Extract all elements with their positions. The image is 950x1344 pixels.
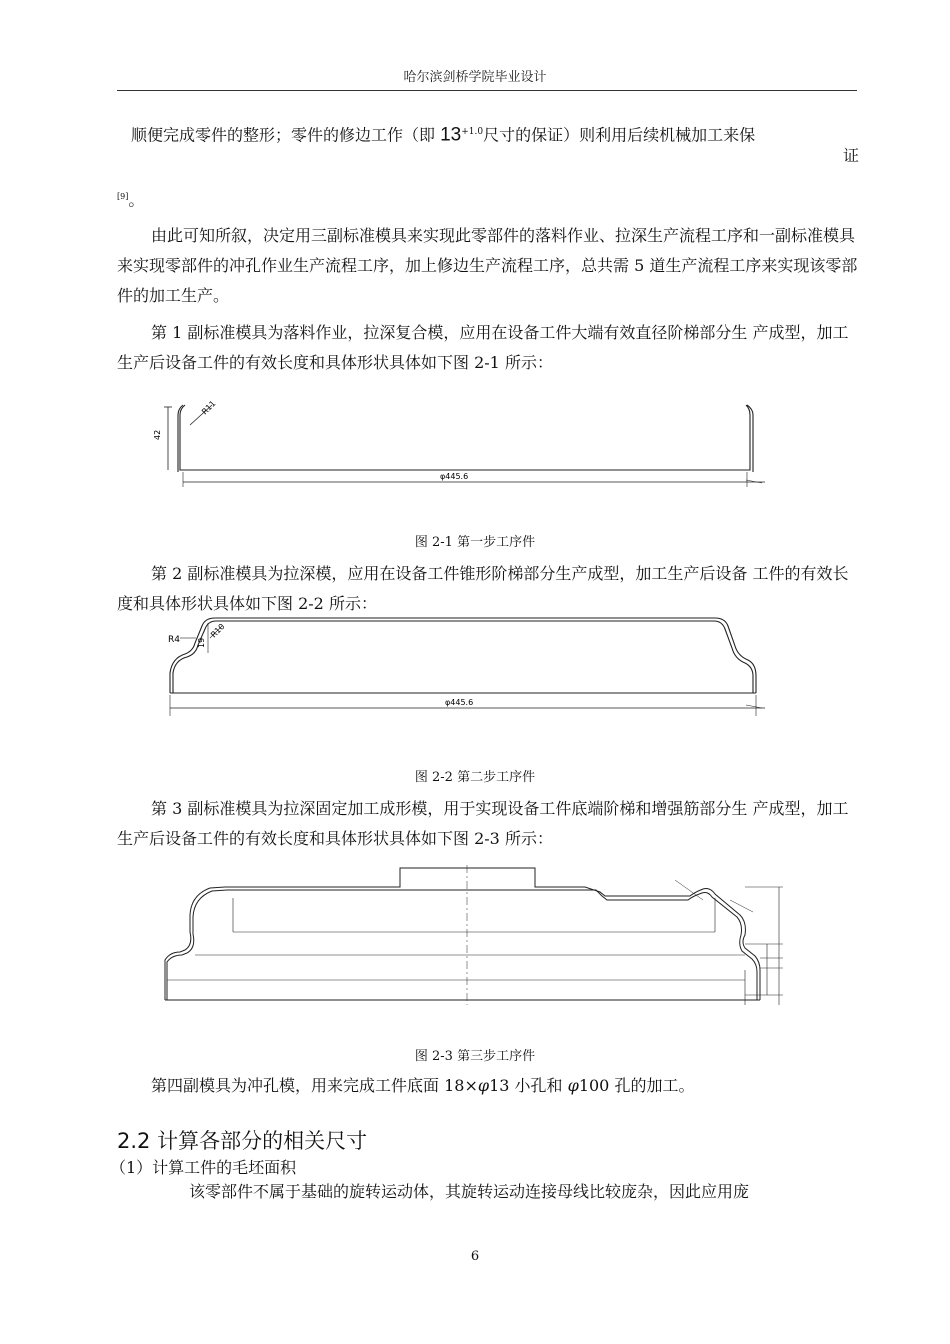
figure-2-3-caption: 图 2-3 第三步工序件 [414,1049,536,1064]
p1-tolerance: +1.0 [461,127,484,137]
phi-symbol-2: φ [567,1076,579,1095]
page-number: 6 [470,1249,480,1264]
paragraph-7: 该零部件不属于基础的旋转运动体，其旋转运动连接母线比较庞杂，因此应用庞 [189,1182,750,1201]
p1-text-b: 尺寸的保证）则利用后续机械加工来保 [483,125,756,145]
fig1-dim-width: φ445.6 [440,472,469,481]
fig2-dim-19: 19 [197,637,206,648]
p1-period: 。 [128,190,145,210]
figure-2-3-drawing [155,860,795,1010]
paragraph-2: 由此可知所叙，决定用三副标准模具来实现此零部件的落料作业、拉深生产流程工序和一副标准模具来实现零部件的冲孔作业生产流程工序，加上修边生产流程工序，总共需 5 道生产流程工序来实现该零部件的加工生产。 [117,226,858,305]
p1-number: 13 [440,124,462,146]
paragraph-4: 第 2 副标准模具为拉深模，应用在设备工件锥形阶梯部分生产成型，加工生产后设备 工件的有效长度和具体形状具体如下图 2-2 所示： [117,564,849,613]
subsection-1: （1）计算工件的毛坯面积 [110,1158,297,1177]
paragraph-6 [117,1071,859,1101]
figure-2-2-caption: 图 2-2 第二步工序件 [414,770,536,785]
fig2-dim-r4: R4 [168,635,180,645]
p1-text-a: 顺便完成零件的整形；零件的修边工作（即 [131,125,441,145]
phi-symbol-1: φ [477,1076,490,1095]
figure-2-1-caption: 图 2-1 第一步工序件 [414,535,536,550]
paragraph-3: 第 1 副标准模具为落料作业，拉深复合模，应用在设备工件大端有效直径阶梯部分生 产成型，加工生产后设备工件的有效长度和具体形状具体如下图 2-1 所示： [117,323,849,372]
p1-ref-line [117,182,859,215]
fig2-dim-r10: R10 [209,621,227,640]
paragraph-5: 第 3 副标准模具为拉深固定加工成形模，用于实现设备工件底端阶梯和增强筋部分生 产成型，加工生产后设备工件的有效长度和具体形状具体如下图 2-3 所示： [117,799,849,848]
p1-last-line: 证 [842,146,859,165]
figure-2-2-drawing [150,608,790,718]
p6-text-b: 13 小孔和 [489,1076,568,1095]
citation-ref: [9] [117,192,129,201]
fig1-dim-radius: R11 [200,398,218,417]
fig1-dim-height: 42 [153,429,162,440]
page-header: 哈尔滨剑桥学院毕业设计 [403,70,547,85]
p6-text-a: 第四副模具为冲孔模，用来完成工件底面 18× [151,1076,478,1095]
section-heading: 2.2 计算各部分的相关尺寸 [117,1129,368,1153]
header-divider [117,90,857,91]
figure-2-1-drawing [150,395,790,495]
p6-text-c: 100 孔的加工。 [578,1076,695,1095]
fig2-dim-width: φ445.6 [445,698,474,707]
